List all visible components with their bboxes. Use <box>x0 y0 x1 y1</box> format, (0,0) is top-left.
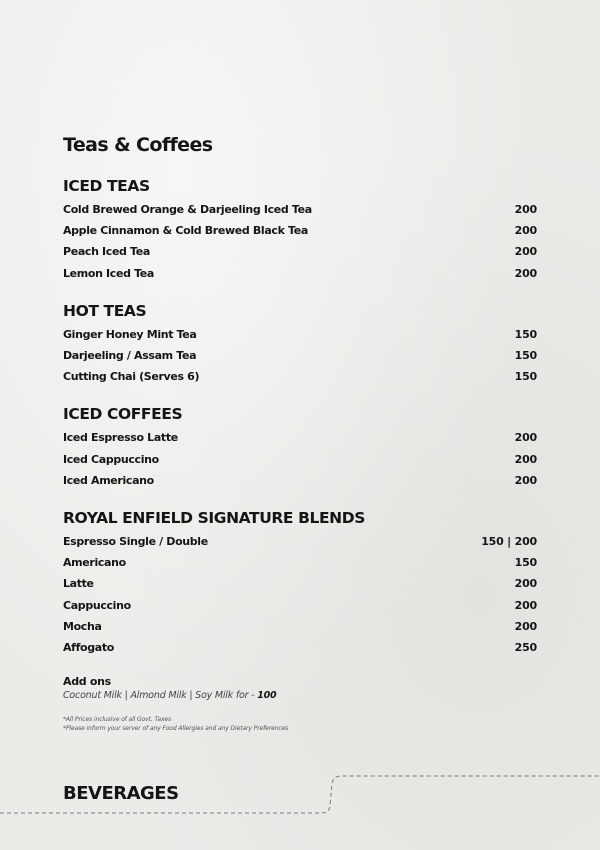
menu-section <box>63 508 537 658</box>
menu-item-name: Peach Iced Tea <box>63 245 150 259</box>
menu-content <box>63 130 537 733</box>
menu-item-name: Cutting Chai (Serves 6) <box>63 370 200 384</box>
addons-description <box>63 689 537 703</box>
section-title: ROYAL ENFIELD SIGNATURE BLENDS <box>63 508 365 527</box>
menu-item-price: 150 <box>514 349 537 363</box>
menu-section <box>63 176 537 284</box>
menu-item-name: Cold Brewed Orange & Darjeeling Iced Tea <box>63 203 312 217</box>
menu-item-name: Mocha <box>63 619 102 633</box>
menu-item <box>63 449 537 470</box>
menu-item-price: 200 <box>514 473 537 487</box>
menu-item-price: 150 <box>514 556 537 570</box>
menu-section <box>63 404 537 491</box>
page-title: Teas & Coffees <box>63 134 213 156</box>
menu-item-name: Cappuccino <box>63 598 131 612</box>
menu-item <box>63 594 537 615</box>
menu-item <box>63 470 537 491</box>
menu-item-name: Iced Americano <box>63 473 154 487</box>
section-title: HOT TEAS <box>63 301 147 320</box>
menu-item-price: 200 <box>514 619 537 633</box>
menu-item-price: 200 <box>514 245 537 259</box>
menu-item-name: Latte <box>63 577 94 591</box>
menu-item <box>63 637 537 658</box>
addons-price: 100 <box>257 690 277 701</box>
menu-item-price: 200 <box>514 577 537 591</box>
menu-item-name: Ginger Honey Mint Tea <box>63 327 197 341</box>
menu-item <box>63 616 537 637</box>
menu-item-name: Iced Cappuccino <box>63 452 159 466</box>
menu-item <box>63 199 537 220</box>
menu-item <box>63 220 537 241</box>
menu-item-price: 200 <box>514 203 537 217</box>
menu-item-price: 250 <box>514 640 537 654</box>
menu-item-name: Espresso Single / Double <box>63 534 208 548</box>
menu-item-name: Iced Espresso Latte <box>63 431 178 445</box>
menu-item <box>63 552 537 573</box>
section-title: ICED TEAS <box>63 177 150 195</box>
menu-item <box>63 324 537 345</box>
menu-item-name: Lemon Iced Tea <box>63 266 154 280</box>
menu-item-price: 200 <box>514 598 537 612</box>
menu-item-price: 200 <box>514 266 537 280</box>
menu-item <box>63 427 537 448</box>
menu-item-price: 200 <box>514 452 537 466</box>
menu-section <box>63 301 537 388</box>
menu-item <box>63 573 537 594</box>
menu-item-name: Apple Cinnamon & Cold Brewed Black Tea <box>63 224 308 238</box>
menu-item <box>63 366 537 387</box>
menu-item <box>63 241 537 262</box>
menu-sections <box>63 176 537 658</box>
menu-item-price: 150 | 200 <box>481 534 537 548</box>
section-title: ICED COFFEES <box>63 405 183 424</box>
menu-item <box>63 263 537 284</box>
menu-item-name: Darjeeling / Assam Tea <box>63 349 197 363</box>
menu-item-price: 150 <box>514 327 537 341</box>
menu-item-price: 200 <box>514 224 537 238</box>
footnotes <box>63 715 537 733</box>
addons-text: Coconut Milk | Almond Milk | Soy Milk for - <box>63 690 258 701</box>
addons-block <box>63 675 537 703</box>
menu-item-name: Affogato <box>63 640 114 654</box>
menu-item <box>63 531 537 552</box>
menu-item-name: Americano <box>63 556 126 570</box>
menu-item <box>63 345 537 366</box>
addons-title: Add ons <box>63 675 111 688</box>
footnote-allergies: *Please inform your server of any Food Allergies and any Dietary Preferences <box>63 725 289 732</box>
menu-item-price: 150 <box>514 370 537 384</box>
beverages-title: BEVERAGES <box>63 783 179 804</box>
footnote-taxes: *All Prices inclusive of all Govt. Taxes <box>63 716 172 723</box>
menu-item-price: 200 <box>514 431 537 445</box>
